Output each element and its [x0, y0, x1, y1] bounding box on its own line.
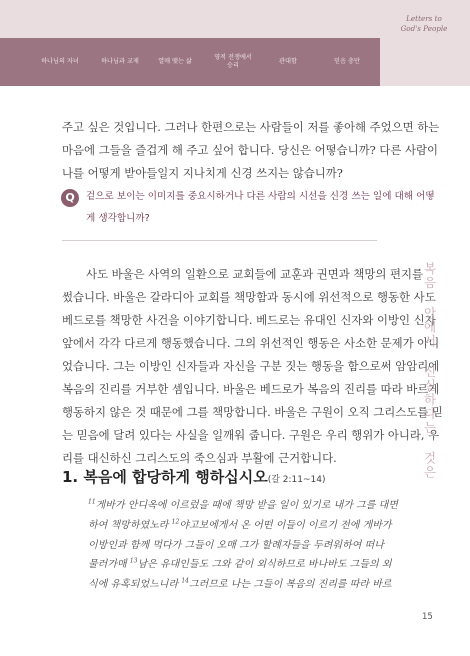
brand-line-1: Letters to — [406, 14, 442, 23]
verse-number: 12 — [171, 518, 180, 526]
intro-line: 나를 어떻게 받아들일지 지나치게 신경 쓰지는 않습니까? — [62, 166, 343, 180]
body-line: 사도 바울은 사역의 일환으로 교회들에 교훈과 권면과 책망의 편지를 — [86, 267, 424, 281]
nav-item-fellowship[interactable]: 하나님과 교제 — [101, 58, 139, 65]
intro-line: 마음에 그들을 즐겁게 해 주고 싶어 합니다. 당신은 어떻습니까? 다른 사람이 — [62, 143, 439, 157]
intro-line: 주고 싶은 것입니다. 그러나 한편으로는 사람들이 저를 좋아해 주었으면 하는 — [62, 120, 440, 134]
body-line: 행동하지 않은 것 때문에 그를 책망합니다. 바울은 구원이 오직 그리스도를 믿 — [62, 405, 443, 419]
verse-line — [88, 516, 392, 536]
verse-text: 게바가 안디옥에 이르렀을 때에 책망 받을 일이 있기로 내가 그를 대면 — [95, 500, 398, 511]
section-title: 1. 복음에 합당하게 행하십시오 — [62, 468, 268, 486]
section-divider — [62, 240, 377, 241]
verse-text: 식에 유혹되었느니라 — [88, 579, 182, 591]
body-line: 었습니다. 그는 이방인 신자들과 자신을 구분 짓는 행동을 함으로써 암암리에 — [62, 359, 440, 373]
verse-line — [88, 555, 392, 575]
nav-item-full-of-faith[interactable]: 믿음 충만 — [334, 58, 360, 65]
book-brand — [386, 14, 462, 34]
verse-text: 이방인과 함께 먹다가 그들이 오매 그가 할례자들을 두려워하여 떠나 — [88, 539, 384, 551]
question-line: 게 생각합니까? — [86, 213, 150, 224]
verse-text: 야고보에게서 온 어떤 이들이 이르기 전에 게바가 — [179, 519, 392, 531]
scripture-passage — [88, 496, 398, 595]
nav-item-child-of-god[interactable]: 하나님의 자녀 — [41, 58, 79, 65]
body-line: 는 믿음에 달려 있다는 사실을 일깨워 줍니다. 구원은 우리 행위가 아니라, 우 — [62, 428, 440, 442]
body-line: 썼습니다. 바울은 갈라디아 교회를 책망함과 동시에 위선적으로 행동한 사도 — [62, 290, 436, 304]
question-badge: Q — [61, 189, 79, 207]
chapter-nav — [0, 38, 380, 86]
intro-paragraph — [62, 116, 439, 185]
question-text — [86, 186, 435, 230]
question-line: 겉으로 보이는 이미지를 중요시하거나 다른 사람의 시선을 신경 쓰는 일에 대해 어떻 — [86, 191, 435, 202]
body-line: 리를 대신하신 그리스도의 죽으심과 부활에 근거합니다. — [62, 451, 337, 465]
body-line: 복음의 진리를 거부한 셈입니다. 바울은 베드로가 복음의 진리를 따라 바르게 — [62, 382, 440, 396]
body-line: 베드로를 책망한 사건을 이야기합니다. 베드로는 유대인 신자와 이방인 신자 — [62, 313, 436, 327]
verse-text: 남은 유대인들도 그와 같이 외식하므로 바나바도 그들의 외 — [137, 559, 392, 571]
body-paragraph — [62, 263, 443, 470]
nav-item-fruitful-life[interactable]: 열매 맺는 삶 — [158, 58, 192, 65]
verse-line — [88, 496, 398, 516]
verse-number: 14 — [181, 577, 189, 585]
verse-text: 하여 책망하였노라 — [88, 519, 172, 531]
nav-item-generosity[interactable]: 관대함 — [279, 58, 297, 65]
verse-number: 13 — [129, 558, 138, 566]
verse-text: 그러므로 나는 그들이 복음의 진리를 따라 바르 — [188, 579, 392, 591]
verse-number: 11 — [88, 498, 96, 506]
nav-item-spiritual-warfare[interactable]: 영적 전쟁에서 승리 — [214, 54, 252, 69]
section-heading — [62, 466, 325, 487]
verse-line — [88, 536, 383, 556]
side-vertical-title: 복음 안에서 신실하다는 것은 — [422, 262, 437, 480]
brand-line-2: God's People — [400, 24, 448, 33]
page-number: 15 — [422, 612, 433, 622]
verse-text: 물러가매 — [88, 559, 130, 571]
scripture-reference: (갈 2:11~14) — [267, 475, 326, 485]
body-line: 앞에서 각각 다르게 행동했습니다. 그의 위선적인 행동은 사소한 문제가 아니 — [62, 336, 440, 350]
verse-line — [88, 575, 392, 595]
